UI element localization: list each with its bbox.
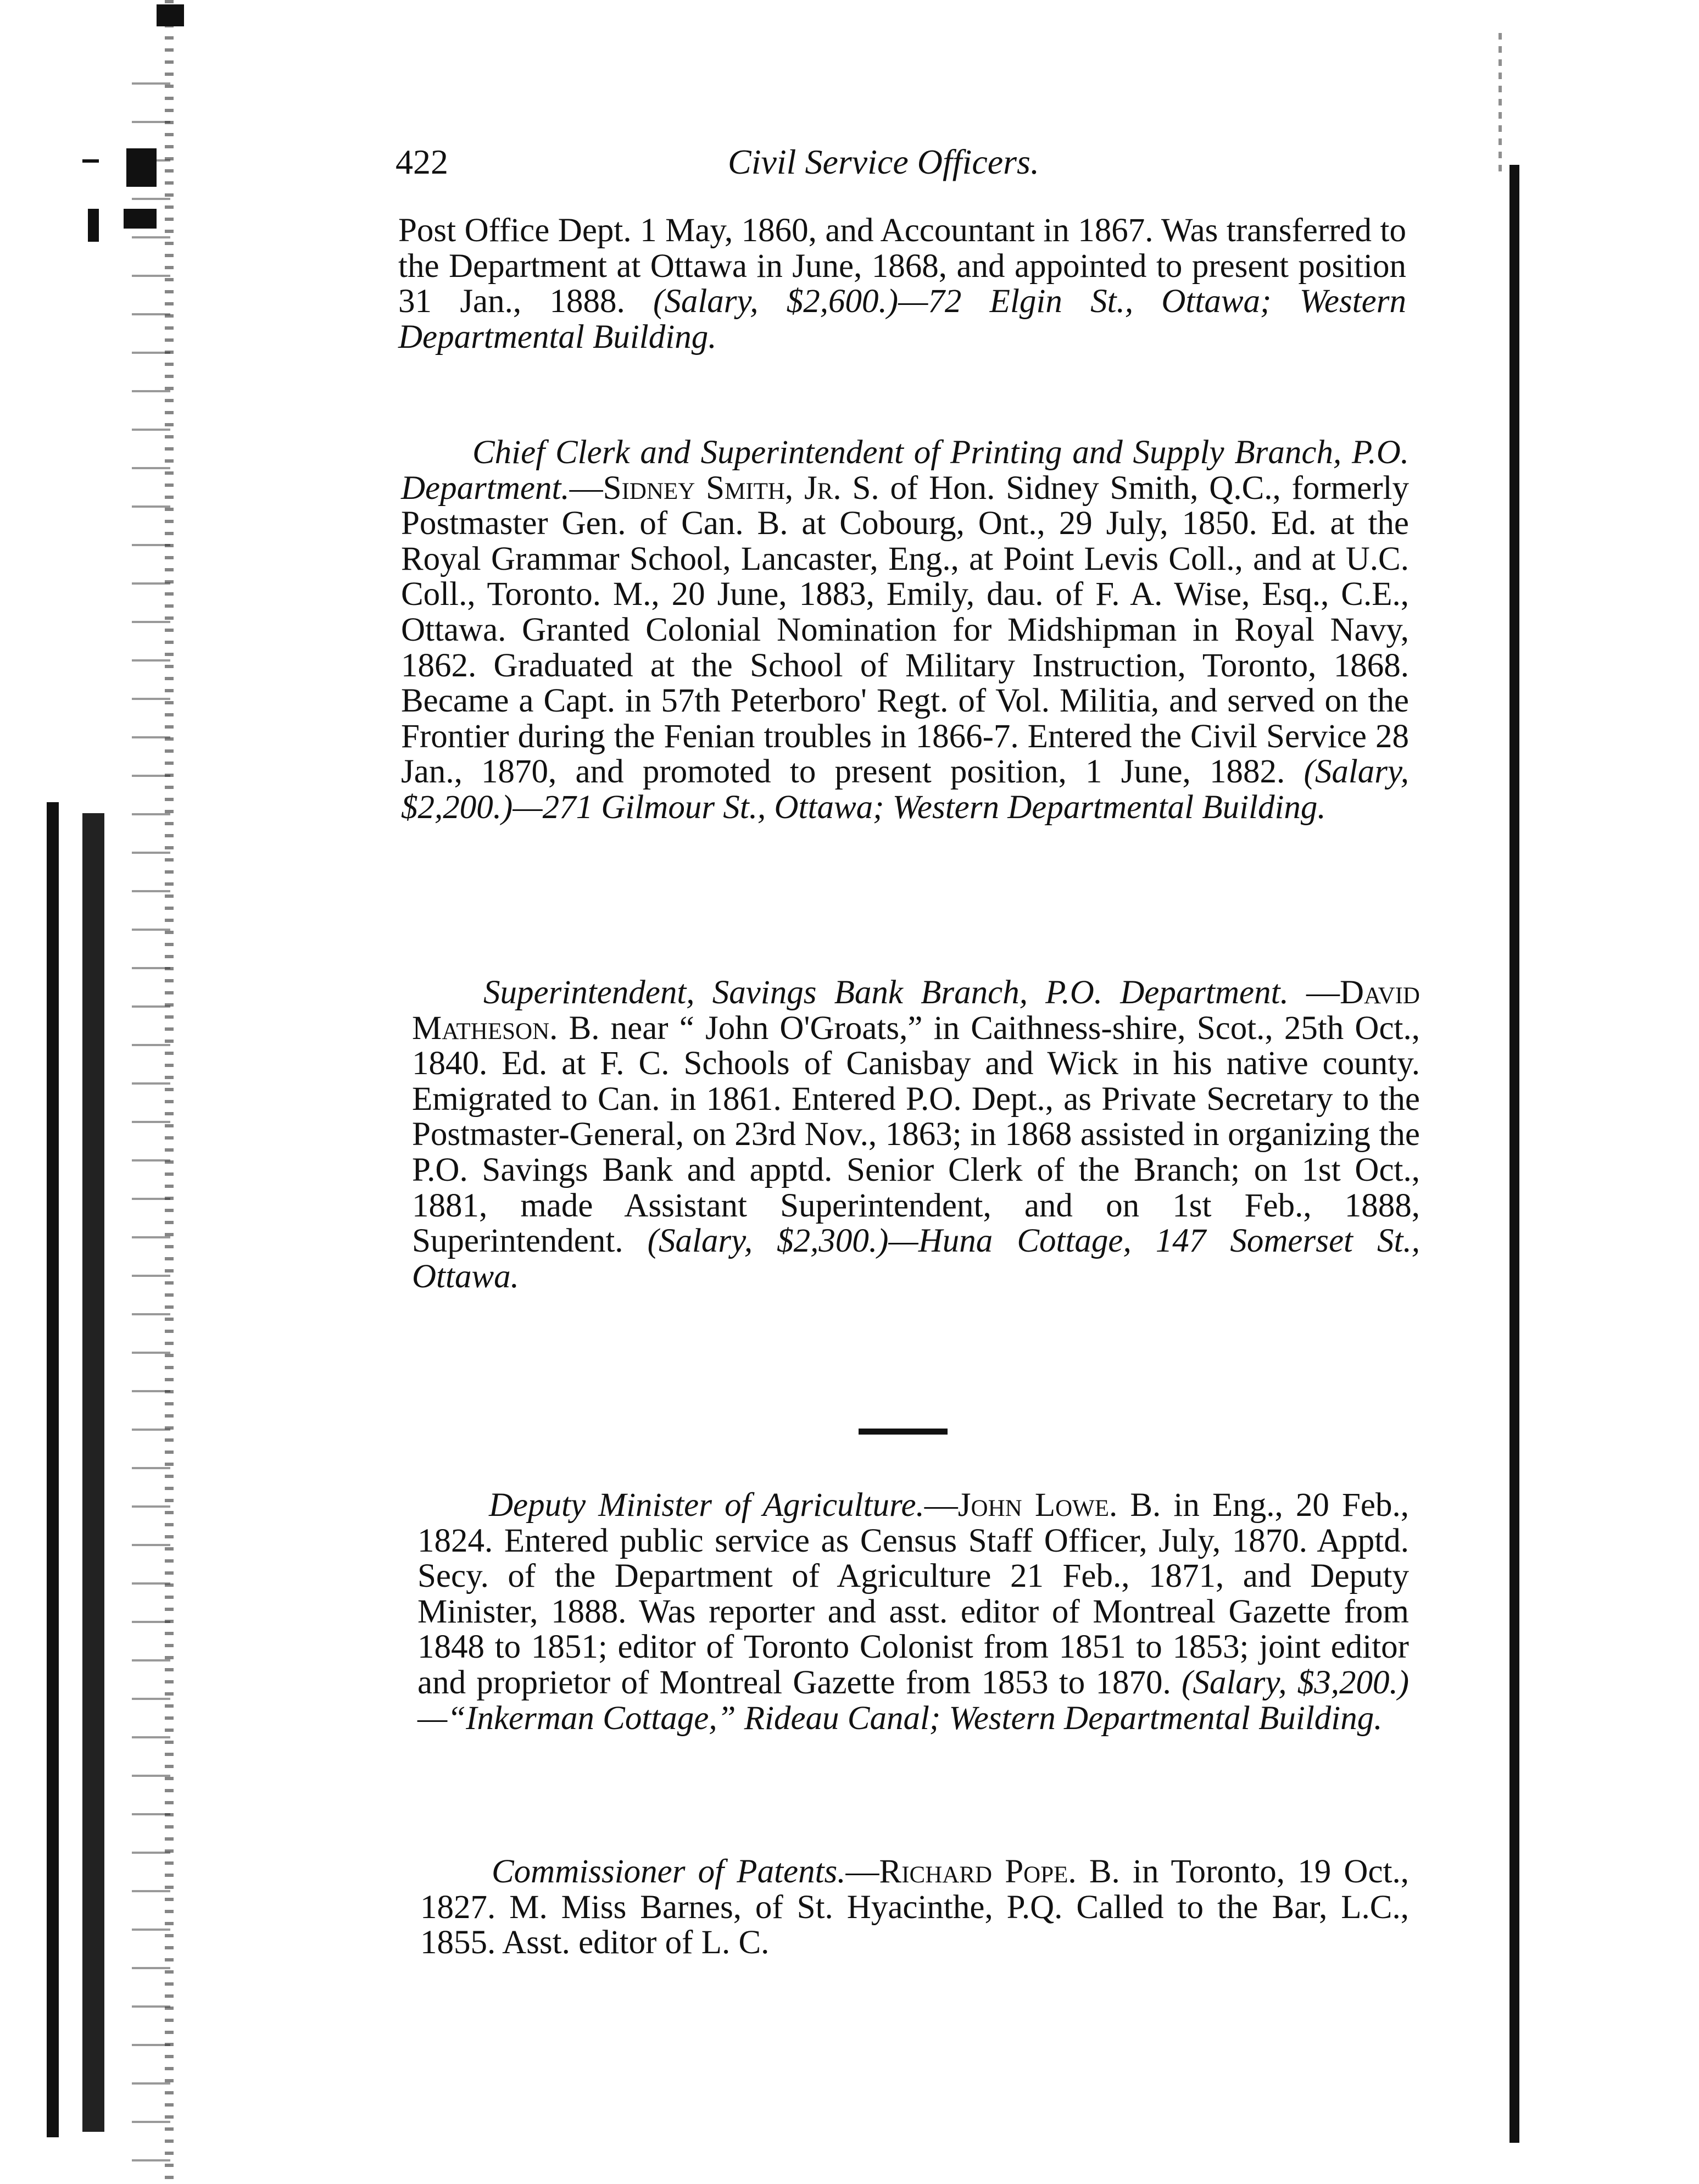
entry-paragraph <box>417 1488 1409 1736</box>
entry-text: Post Office Dept. 1 May, 1860, and Accountant in 1867. Was transferred to the Department at Ottawa in June, 1868, and appointed to present position 31 Jan., 1888. <box>398 212 1406 320</box>
entry-address: —Huna Cottage, 147 Somerset St., Ottawa. <box>412 1222 1420 1295</box>
page-number: 422 <box>395 142 448 181</box>
entry-salary: (Salary, $2,200.) <box>401 753 1410 826</box>
entry-salary: (Salary, $2,300.) <box>647 1222 889 1260</box>
entry-paragraph <box>401 435 1409 826</box>
entry-paragraph <box>420 1854 1409 1961</box>
entry-paragraph <box>412 975 1420 1294</box>
entry-salary: (Salary, $2,600.) <box>653 283 899 320</box>
entry-text: B. in Eng., 20 Feb., 1824. Entered public service as Census Staff Officer, July, 1870. Apptd. Secy. of the Department of Agriculture 21 Feb., 1871, and Deputy Minister, 1888. Was reporter and asst. editor of Montreal Gazette from 1848 to 1851; editor of Toronto Colonist from 1851 to 1853; joint editor and proprietor of Montreal Gazette from 1853 to 1870. <box>417 1487 1409 1701</box>
section-divider <box>859 1429 948 1435</box>
entry-text: B. in Toronto, 19 Oct., 1827. M. Miss Barnes, of St. Hyacinthe, P.Q. Called to the Bar, L.C., 1855. Asst. editor of L. C. <box>420 1853 1410 1961</box>
binding-edge <box>0 0 190 2184</box>
entry-text: S. of Hon. Sidney Smith, Q.C., formerly Postmaster Gen. of Can. B. at Cobourg, Ont., 29 July, 1850. Ed. at the Royal Grammar School, Lancaster, Eng., at Point Levis Coll., and at U.C. Coll., Toronto. M., 20 June, 1883, Emily, dau. of F. A. Wise, Esq., C.E., Ottawa. Granted Colonial Nomination for Midshipman in Royal Navy, 1862. Graduated at the School of Military Instruction, Toronto, 1868. Became a Capt. in 57th Peterboro' Regt. of Vol. Militia, and served on the Frontier during the Fenian troubles in 1866-7. Entered the Civil Service 28 Jan., 1870, and promoted to present position, 1 June, 1882. <box>401 469 1409 791</box>
entry-paragraph <box>398 213 1406 355</box>
running-title: Civil Service Officers. <box>728 142 1039 181</box>
entry-name: —John Lowe. <box>924 1487 1118 1524</box>
entry-title: Deputy Minister of Agriculture. <box>489 1487 924 1524</box>
entry-title: Commissioner of Patents. <box>492 1853 846 1890</box>
entry-title: Chief Clerk and Superintendent of Printing and Supply Branch, P.O. Department. <box>401 434 1409 507</box>
entry-address: —271 Gilmour St., Ottawa; Western Departmental Building. <box>513 788 1326 826</box>
entry-text: B. near “ John O'Groats,” in Caithness-shire, Scot., 25th Oct., 1840. Ed. at F. C. Schools of Canisbay and Wick in his native county. Emigrated to Can. in 1861. Entered P.O. Dept., as Private Secretary to the Postmaster-General, on 23rd Nov., 1863; in 1868 assisted in organizing the P.O. Savings Bank and apptd. Senior Clerk of the Branch; on 1st Oct., 1881, made Assistant Superintendent, and on 1st Feb., 1888, Superintendent. <box>412 1009 1420 1260</box>
entry-address: —“Inkerman Cottage,” Rideau Canal; Western Departmental Building. <box>417 1699 1383 1737</box>
entry-name: —Richard Pope. <box>845 1853 1077 1890</box>
entry-name: —Sidney Smith, Jr. <box>569 469 842 507</box>
entry-name: —David Matheson. <box>412 974 1420 1047</box>
page-header <box>395 142 1522 191</box>
right-edge-line <box>1509 165 1519 2143</box>
entry-address: —72 Elgin St., Ottawa; Western Departmental Building. <box>398 283 1406 355</box>
entry-salary: (Salary, $3,200.) <box>1182 1664 1410 1701</box>
entry-title: Superintendent, Savings Bank Branch, P.O. Department. <box>483 974 1289 1011</box>
